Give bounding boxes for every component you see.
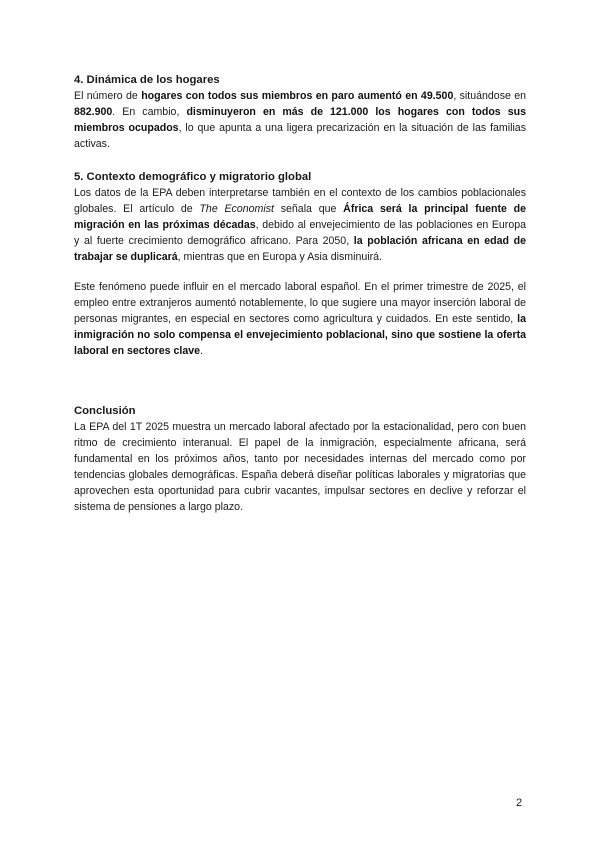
- text-run: Los datos de la EPA deben interpretarse también en el contexto de los cambios poblacionales globales. El artículo de: [74, 187, 526, 215]
- document-page: [74, 72, 526, 515]
- bold-text: la inmigración no solo compensa el envejecimiento poblacional, sino que sostiene la oferta laboral en sectores clave: [74, 313, 526, 357]
- text-run: Este fenómeno puede influir en el mercado laboral español. En el primer trimestre de 2025, el empleo entre extranjeros aumentó notablemente, lo que sugiere una mayor inserción laboral de personas migrantes, en especial en sectores como agricultura y cuidados. En este sentido,: [74, 281, 526, 325]
- bold-text: hogares con todos sus miembros en paro aumentó en 49.500: [141, 90, 454, 102]
- bold-text: disminuyeron en más de 121.000 los hogares con todos sus miembros ocupados: [74, 106, 526, 134]
- italic-text: The Economist: [199, 203, 274, 215]
- section-heading: Conclusión: [74, 405, 136, 417]
- bold-text: la población africana en edad de trabajar se duplicará: [74, 235, 526, 263]
- section-demographic-context: [74, 169, 526, 359]
- text-run: .: [200, 345, 203, 357]
- text-run: . En cambio,: [112, 106, 187, 118]
- page-number: 2: [516, 797, 523, 809]
- section-paragraph: [74, 279, 526, 359]
- section-paragraph: La EPA del 1T 2025 muestra un mercado laboral afectado por la estacionalidad, pero con buen ritmo de crecimiento interanual. El papel de la inmigración, especialmente africana, será fundamental en los próximos años, tanto por necesidades internas del mercado como por tendencias globales demográficas. España deberá diseñar políticas laborales y migratorias que aprovechen esta oportunidad para cubrir vacantes, impulsar sectores en declive y reforzar el sistema de pensiones a largo plazo.: [74, 421, 526, 513]
- text-run: , situándose en: [453, 90, 527, 102]
- text-run: El número de: [74, 90, 142, 102]
- text-run: , lo que apunta a una ligera precarización en la situación de las familias activas.: [74, 122, 526, 150]
- section-paragraph: [74, 88, 526, 152]
- text-run: , mientras que en Europa y Asia disminuirá.: [177, 251, 382, 263]
- text-run: , debido al envejecimiento de las poblaciones en Europa y al fuerte crecimiento demográfico africano. Para 2050,: [74, 219, 526, 247]
- section-household-dynamics: [74, 72, 526, 152]
- text-run: señala que: [273, 203, 344, 215]
- section-heading: 5. Contexto demográfico y migratorio global: [74, 171, 312, 183]
- section-heading: 4. Dinámica de los hogares: [74, 74, 220, 86]
- section-conclusion: [74, 403, 526, 515]
- bold-text: África será la principal fuente de migración en las próximas décadas: [74, 203, 527, 231]
- bold-text: 882.900: [74, 106, 113, 118]
- section-paragraph: [74, 185, 526, 265]
